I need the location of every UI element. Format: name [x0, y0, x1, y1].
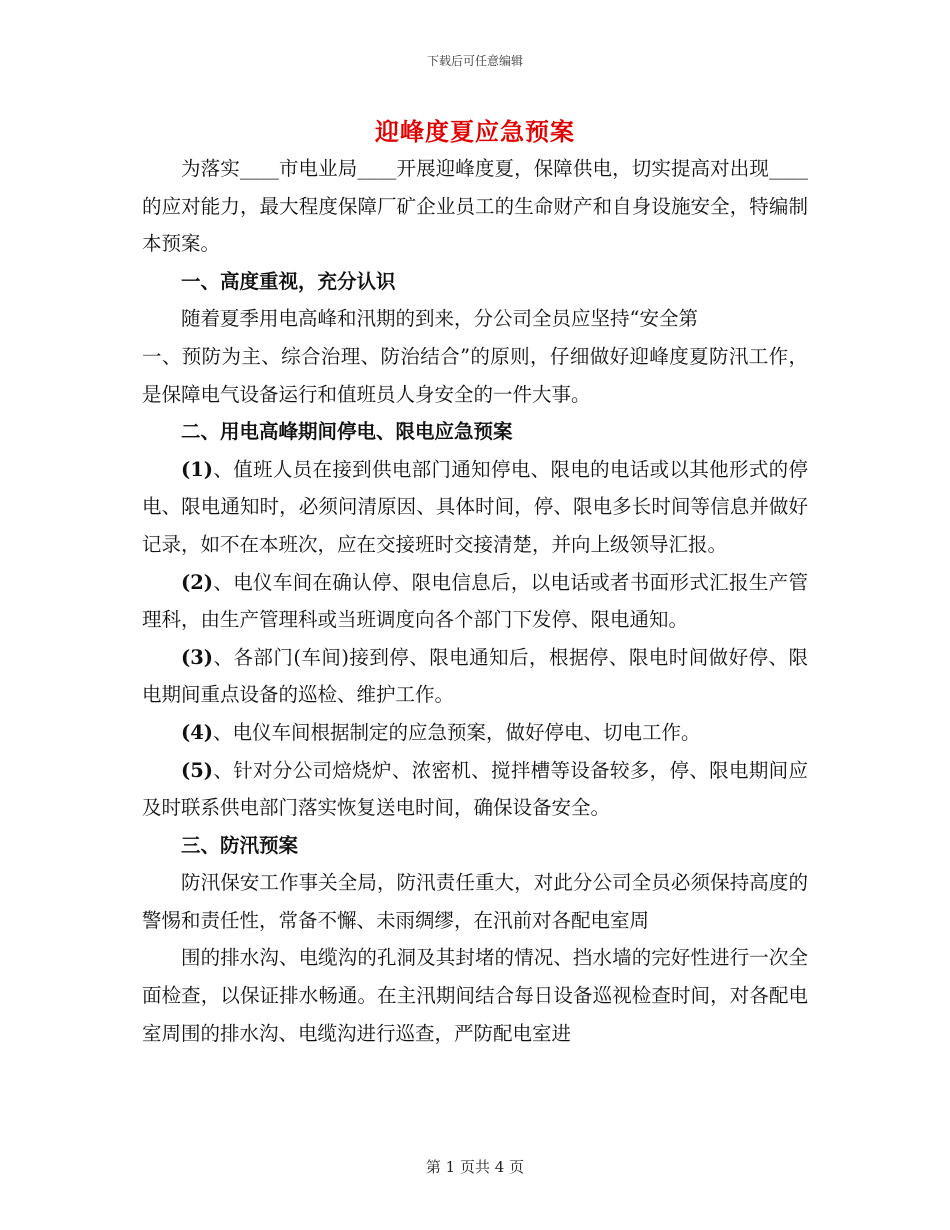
- document-body: [142, 150, 808, 1052]
- item-text: 、电仪车间根据制定的应急预案，做好停电、切电工作。: [213, 720, 701, 744]
- section2-item-3: [142, 639, 808, 714]
- item-label: (2): [181, 570, 214, 594]
- document-title: 迎峰度夏应急预案: [375, 117, 575, 146]
- intro-paragraph: 为落实____市电业局____开展迎峰度夏，保障供电，切实提高对出现____的应对能力，最大程度保障厂矿企业员工的生命财产和自身设施安全，特编制本预案。: [142, 157, 808, 256]
- item-text: 、值班人员在接到供电部门通知停电、限电的电话或以其他形式的停电、限电通知时，必须问清原因、具体时间，停、限电多长时间等信息并做好记录，如不在本班次，应在交接班时交接清楚，并向上级领导汇报。: [142, 457, 808, 556]
- item-text: 、针对分公司焙烧炉、浓密机、搅拌槽等设备较多，停、限电期间应及时联系供电部门落实恢复送电时间，确保设备安全。: [142, 758, 808, 820]
- section2-item-1: [142, 451, 808, 564]
- section3-paragraph-1: 防汛保安工作事关全局，防汛责任重大，对此分公司全员必须保持高度的警惕和责任性，常备不懈、未雨绸缪，在汛前对各配电室周: [142, 871, 808, 932]
- item-text: 、电仪车间在确认停、限电信息后，以电话或者书面形式汇报生产管理科，由生产管理科或当班调度向各个部门下发停、限电通知。: [142, 570, 808, 632]
- header-note: 下载后可任意编辑: [426, 54, 523, 68]
- item-label: (3): [181, 645, 214, 669]
- section1-heading: 一、高度重视，充分认识: [181, 269, 396, 293]
- item-text: 、各部门(车间)接到停、限电通知后，根据停、限电时间做好停、限电期间重点设备的巡检、维护工作。: [142, 645, 808, 707]
- section2-item-5: [142, 752, 808, 827]
- section1-paragraph-2: 一、预防为主、综合治理、防治结合”的原则，仔细做好迎峰度夏防汛工作，是保障电气设备运行和值班员人身安全的一件大事。: [142, 344, 808, 406]
- section1-paragraph-1: 随着夏季用电高峰和汛期的到来，分公司全员应坚持“安全第: [181, 307, 698, 331]
- section3-heading: 三、防汛预案: [181, 833, 299, 857]
- section3-paragraph-2: 围的排水沟、电缆沟的孔洞及其封堵的情况、挡水墙的完好性进行一次全面检查，以保证排水畅通。在主汛期间结合每日设备巡视检查时间，对各配电室周围的排水沟、电缆沟进行巡查，严防配电室进: [142, 946, 808, 1045]
- item-label: (5): [181, 758, 214, 782]
- item-label: (1): [181, 457, 214, 481]
- section2-item-4: [142, 714, 808, 752]
- section2-item-2: [142, 564, 808, 639]
- page-footer: 第 1 页共 4 页: [425, 1158, 525, 1176]
- section2-heading: 二、用电高峰期间停电、限电应急预案: [181, 420, 513, 444]
- item-label: (4): [181, 720, 214, 744]
